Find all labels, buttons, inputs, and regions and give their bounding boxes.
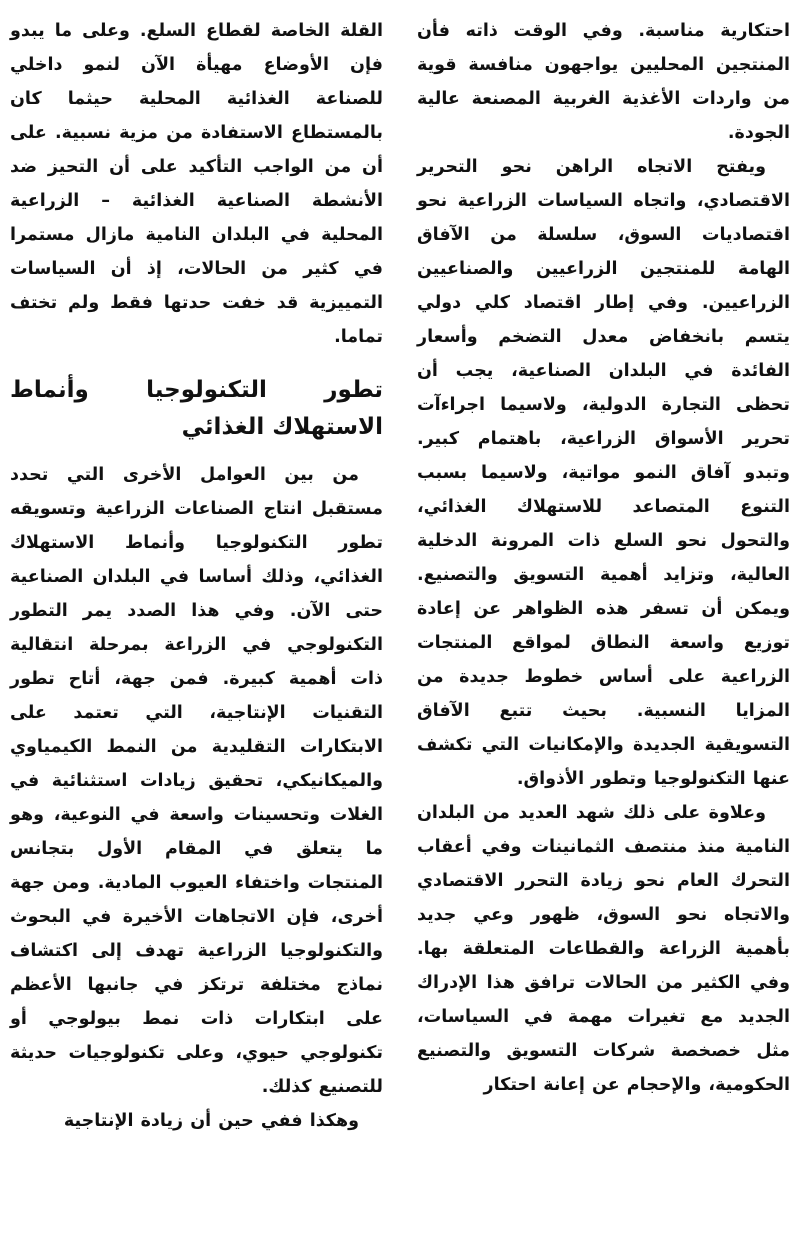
column-right: [417, 14, 790, 1138]
paragraph: وهكذا ففي حين أن زيادة الإنتاجية: [63, 1111, 359, 1131]
section-heading: تطور التكنولوجيا وأنماط الاستهلاك الغذائي: [10, 377, 383, 440]
paragraph: ويفتح الاتجاه الراهن نحو التحرير الاقتصادي، واتجاه السياسات الزراعية نحو اقتصاديات السوق، سلسلة من الآفاق الهامة للمنتجين الزراعيين والصناعيين الزراعيين. وفي إطار اقتصاد كلي دولي يتسم بانخفاض معدل التضخم وأسعار الفائدة في البلدان الصناعية، يجب أن تحظى التجارة الدولية، ولاسيما اجراءآت تحرير الأسواق الزراعية، باهتمام كبير. وتبدو آفاق النمو مواتية، ولاسيما بسبب التنوع المتصاعد للاستهلاك الغذائي، والتحول نحو السلع ذات المرونة الدخلية العالية، وتزايد أهمية التسويق والتصنيع. ويمكن أن تسفر هذه الظواهر عن إعادة توزيع واسعة النطاق لمواقع المنتجات الزراعية على أساس خطوط جديدة من المزايا النسبية. بحيث تتبع الآفاق التسويقية الجديدة والإمكانيات التي تكشف عنها التكنولوجيا وتطور الأذواق.: [417, 157, 790, 789]
text-columns: [10, 14, 790, 1138]
paragraph: من بين العوامل الأخرى التي تحدد مستقبل انتاج الصناعات الزراعية وتسويقه تطور التكنولوجيا وأنماط الاستهلاك الغذائي، وذلك أساسا في البلدان الصناعية حتى الآن. وفي هذا الصدد يمر التطور التكنولوجي في الزراعة بمرحلة انتقالية ذات أهمية كبيرة. فمن جهة، أتاح تطور التقنيات الإنتاجية، التي تعتمد على الابتكارات التقليدية من النمط الكيمياوي والميكانيكي، تحقيق زيادات استثنائية في الغلات وتحسينات واسعة في النوعية، وهو ما يتعلق في المقام الأول بتجانس المنتجات واختفاء العيوب المادية. ومن جهة أخرى، فإن الاتجاهات الأخيرة في البحوث والتكنولوجيا الزراعية تهدف إلى اكتشاف نماذج مختلفة ترتكز في جانبها الأعظم على ابتكارات ذات نمط بيولوجي أو تكنولوجي حيوي، وعلى تكنولوجيات حديثة للتصنيع كذلك.: [10, 465, 383, 1097]
paragraph: وعلاوة على ذلك شهد العديد من البلدان النامية منذ منتصف الثمانينات وفي أعقاب التحرك العام نحو زيادة التحرر الاقتصادي والاتجاه نحو السوق، ظهور وعي جديد بأهمية الزراعة والقطاعات المتعلقة بها. وفي الكثير من الحالات ترافق هذا الإدراك الجديد مع تغيرات مهمة في السياسات، مثل خصخصة شركات التسويق والتصنيع الحكومية، والإحجام عن إعانة احتكار: [417, 803, 790, 1095]
paragraph: القلة الخاصة لقطاع السلع. وعلى ما يبدو فإن الأوضاع مهيأة الآن لنمو داخلي للصناعة الغذائية المحلية حيثما كان بالمستطاع الاستفادة من مزية نسبية. على أن من الواجب التأكيد على أن التحيز ضد الأنشطة الصناعية الغذائية – الزراعية المحلية في البلدان النامية مازال مستمرا في كثير من الحالات، إذ أن السياسات التمييزية قد خفت حدتها فقط ولم تختف تماما.: [10, 21, 383, 347]
paragraph: احتكارية مناسبة. وفي الوقت ذاته فأن المنتجين المحليين يواجهون منافسة قوية من واردات الأغذية الغربية المصنعة عالية الجودة.: [417, 21, 790, 143]
column-left: [10, 14, 383, 1138]
